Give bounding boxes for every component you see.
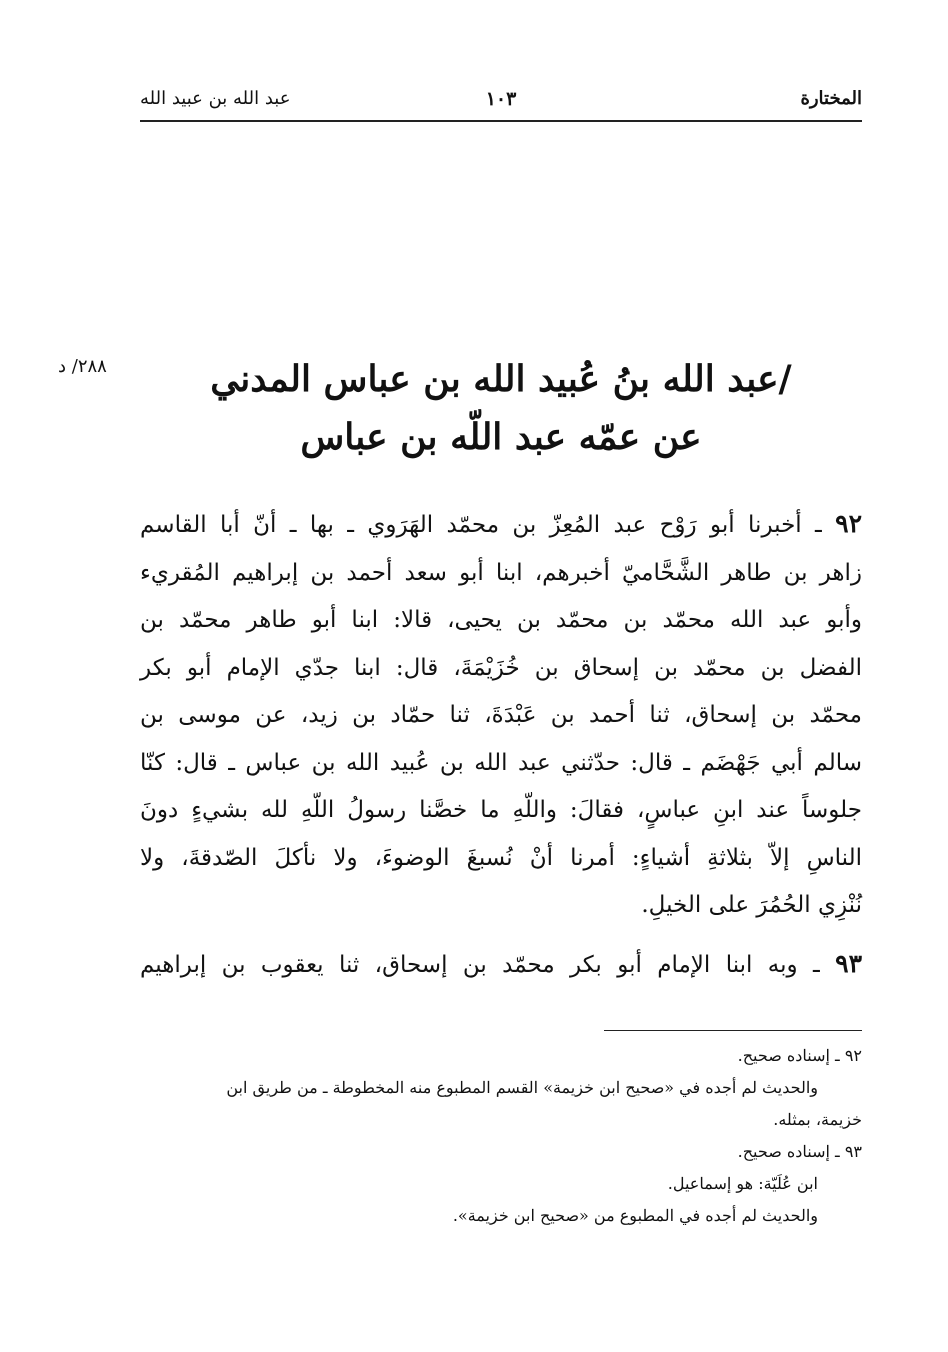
- page-number: ١٠٣: [485, 88, 517, 110]
- hadith-92-line-5: محمّد بن إسحاق، ثنا أحمد بن عَبْدَةَ، ثنا حمّاد بن زيد، عن موسى بن: [140, 702, 862, 728]
- hadith-93-line-1: ٩٣ ـ وبه ابنا الإمام أبو بكر محمّد بن إسحاق، ثنا يعقوب بن إبراهيم: [140, 948, 862, 978]
- footnote-92-note: والحديث لم أجده في «صحيح ابن خزيمة» القسم المطبوع منه المخطوطة ـ من طريق ابن: [226, 1078, 818, 1097]
- hadith-number-93: ٩٣: [835, 948, 862, 978]
- hadith-92-line-7: جلوساً عند ابنِ عباسٍ، فقالَ: واللّهِ ما خصَّنا رسولُ اللّهِ لله بشيءٍ دونَ: [140, 797, 862, 823]
- hadith-92-line-3: وأبو عبد الله محمّد بن محمّد بن يحيى، قالا: ابنا أبو طاهر محمّد بن: [140, 607, 862, 633]
- footnote-separator: [604, 1030, 862, 1031]
- footnote-93-heading: ٩٣ ـ إسناده صحيح.: [737, 1142, 862, 1161]
- hadith-number-92: ٩٢: [835, 509, 862, 538]
- hadith-92-line-9: نُنْزِي الحُمُرَ على الخيلِ.: [641, 892, 862, 918]
- header-divider: [140, 120, 862, 122]
- paragraph-gap: [140, 930, 862, 940]
- chapter-title: [140, 350, 862, 466]
- manuscript-folio-note: ٢٨٨/ د: [58, 356, 107, 377]
- running-header-section: عبد الله بن عبيد الله: [140, 88, 291, 109]
- chapter-title-line-1: /عبد الله بنُ عُبيد الله بن عباس المدني: [210, 358, 792, 400]
- running-header-book-title: المختارة: [800, 88, 862, 109]
- footnotes: [140, 1040, 862, 1232]
- hadith-92-line-8: الناسِ إلاّ بثلاثةِ أشياءٍ: أمرنا أنْ نُسبغَ الوضوءَ، ولا نأكلَ الصّدقةَ، ولا: [140, 844, 862, 871]
- hadith-92-line-1: ٩٢ ـ أخبرنا أبو رَوْح عبد المُعِزّ بن محمّد الهَرَوي ـ بها ـ أنّ أبا القاسم: [140, 509, 862, 538]
- footnote-92-note-cont: خزيمة، بمثله.: [773, 1110, 862, 1129]
- footnote-92-heading: ٩٢ ـ إسناده صحيح.: [737, 1046, 862, 1065]
- footnote-93-note-1: ابن عُلَيّة: هو إسماعيل.: [667, 1174, 818, 1193]
- body-text: [140, 500, 862, 989]
- footnote-93-note-2: والحديث لم أجده في المطبوع من «صحيح ابن خزيمة».: [452, 1206, 818, 1225]
- chapter-title-line-2: عن عمّه عبد اللّه بن عباس: [300, 416, 702, 458]
- hadith-92-line-2: زاهر بن طاهر الشَّحَّاميّ أخبرهم، ابنا أبو سعد أحمد بن إبراهيم المُقريء: [140, 559, 862, 586]
- hadith-92-line-6: سالم أبي جَهْضَم ـ قال: حدّثني عبد الله بن عُبيد الله بن عباس ـ قال: كنّا: [140, 749, 862, 776]
- hadith-92-line-4: الفضل بن محمّد بن إسحاق بن خُزَيْمَةَ، قال: ابنا جدّي الإمام أبو بكر: [140, 654, 862, 681]
- running-header: [140, 82, 862, 116]
